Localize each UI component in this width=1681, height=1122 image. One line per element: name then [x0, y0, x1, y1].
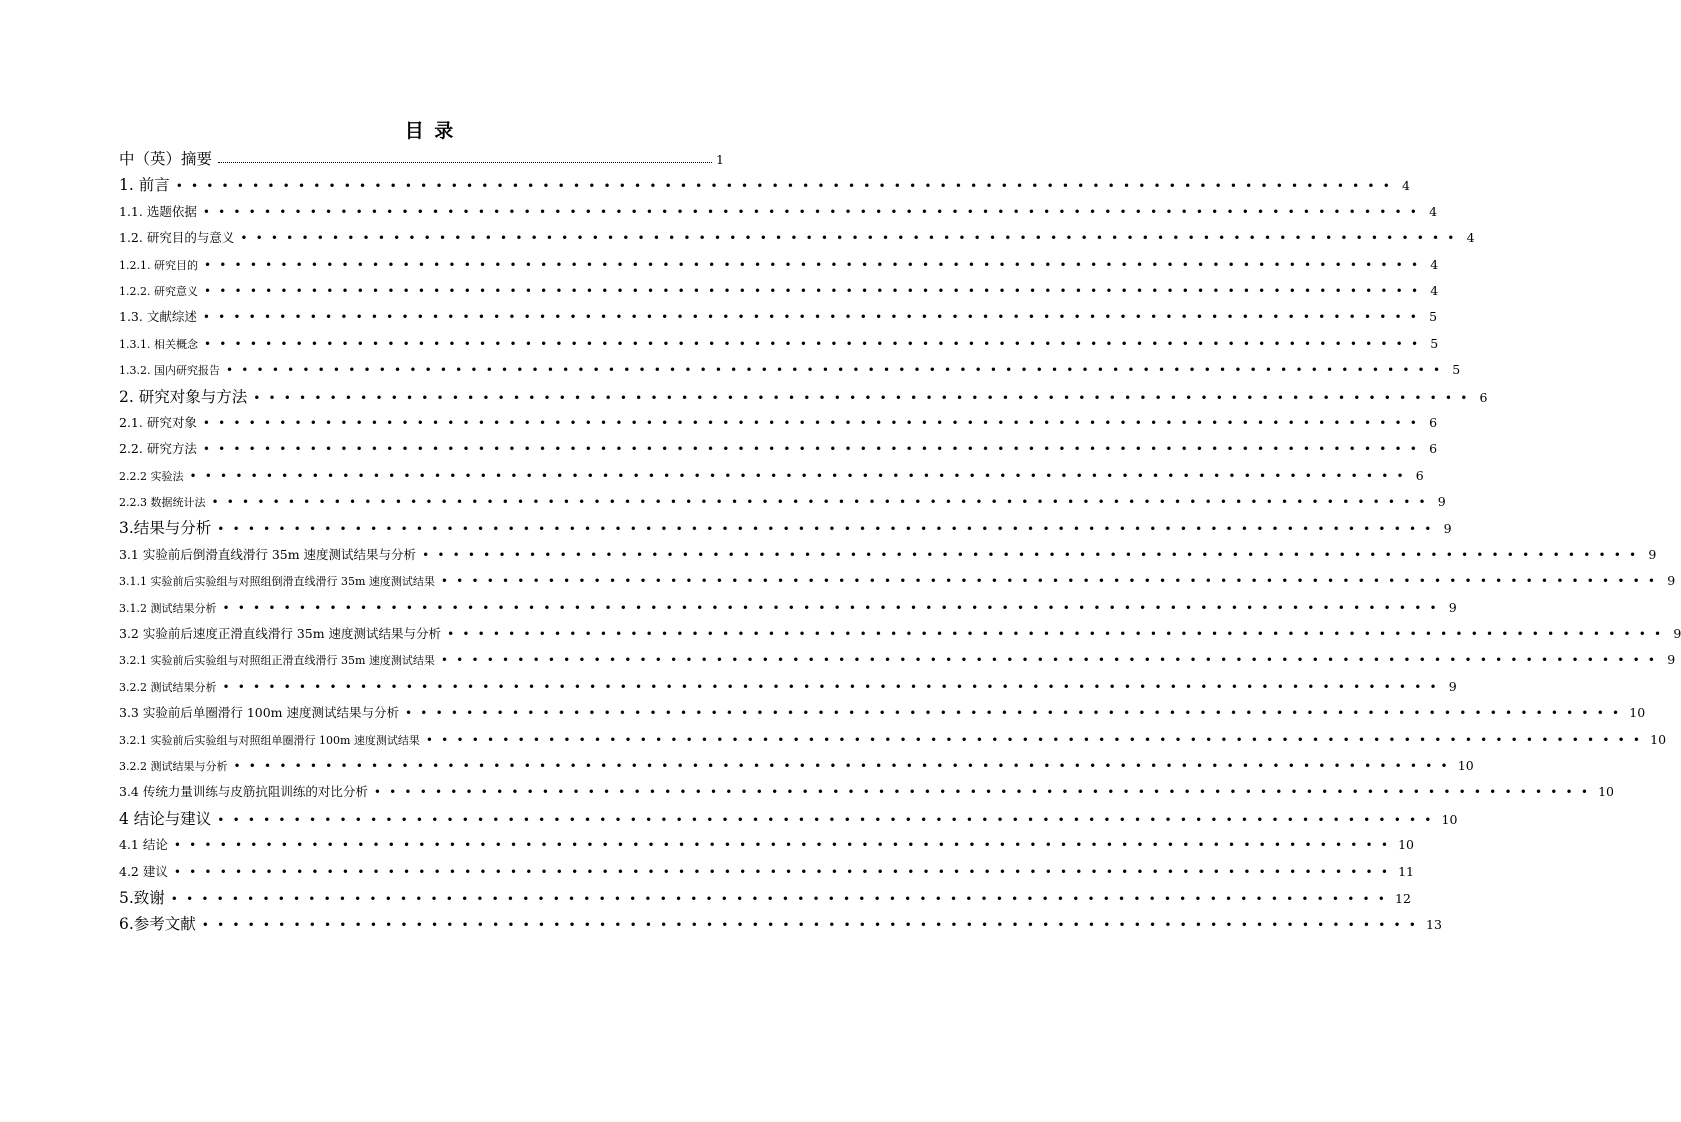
toc-leader: •••••••••••••••••••••••••••••••••••••••••••••••••••••••••••••••••••••••••••••••• [422, 547, 1645, 562]
toc-entry-page: 6 [1429, 441, 1438, 457]
toc-entry-page: 4 [1430, 256, 1439, 272]
toc-entry[interactable] [119, 568, 1676, 594]
toc-entry-page: 10 [1650, 731, 1667, 747]
toc-entry-page: 9 [1448, 678, 1457, 694]
toc-entry[interactable] [119, 515, 1452, 541]
toc-entry[interactable] [119, 595, 1457, 621]
toc-entry[interactable] [119, 278, 1439, 304]
toc-leader: •••••••••••••••••••••••••••••••••••••••••••••••••••••••••••••••••••••••••••••••• [373, 785, 1597, 800]
toc-leader: •••••••••••••••••••••••••••••••••••••••••••••••••••••••••••••••••••••••••••••••• [201, 918, 1425, 933]
toc-entry-label: 中（英）摘要 [119, 150, 213, 168]
toc-entry[interactable] [119, 727, 1667, 753]
toc-entry[interactable] [119, 542, 1657, 568]
toc-entry[interactable] [119, 357, 1461, 383]
toc-leader: •••••••••••••••••••••••••••••••••••••••••••••••••••••••••••••••••••••••••••••••• [202, 415, 1426, 430]
toc-entry[interactable] [119, 410, 1438, 436]
toc-leader: •••••••••••••••••••••••••••••••••••••••••••••••••••••••••••••••••••••••••••••••• [170, 891, 1394, 906]
toc-entry-page: 5 [1452, 362, 1461, 378]
toc-leader: •••••••••••••••••••••••••••••••••••••••••••••••••••••••••••••••••••••••••••••••• [222, 600, 1445, 615]
toc-entry[interactable] [119, 384, 1488, 410]
toc-entry-page: 9 [1673, 626, 1681, 642]
toc-leader: •••••••••••••••••••••••••••••••••••••••••••••••••••••••••••••••••••••••••••••••• [202, 310, 1426, 325]
toc-entry-label: 4 结论与建议 [119, 809, 212, 828]
toc-leader [218, 162, 712, 163]
toc-entry-label: 3.1 实验前后倒滑直线滑行 35m 速度测试结果与分析 [119, 546, 417, 562]
toc-entry-label: 1.3.2. 国内研究报告 [119, 364, 220, 378]
toc-entry[interactable] [119, 146, 724, 172]
toc-entry-label: 4.2 建议 [119, 863, 168, 879]
toc-leader: •••••••••••••••••••••••••••••••••••••••••••••••••••••••••••••••••••••••••••••••• [425, 732, 1649, 747]
toc-entry-label: 3.2.2 测试结果与分析 [119, 759, 228, 773]
toc-entry-page: 13 [1426, 917, 1442, 933]
toc-entry[interactable] [119, 463, 1424, 489]
toc-entry-page: 5 [1429, 309, 1438, 325]
toc-entry-page: 4 [1430, 282, 1439, 298]
toc-entry-page: 6 [1415, 467, 1424, 483]
toc-entry-page: 9 [1667, 573, 1676, 589]
toc-entry-label: 1.2.2. 研究意义 [119, 284, 198, 298]
toc-entry-page: 9 [1667, 652, 1676, 668]
toc-entry-label: 1.2. 研究目的与意义 [119, 230, 235, 246]
toc-entry-page: 10 [1598, 784, 1615, 800]
toc-entry[interactable] [119, 489, 1446, 515]
toc-leader: •••••••••••••••••••••••••••••••••••••••••••••••••••••••••••••••••••••••••••••••• [405, 706, 1628, 721]
toc-leader: •••••••••••••••••••••••••••••••••••••••••••••••••••••••••••••••••••••••••••••••• [253, 390, 1476, 405]
toc-entry-page: 4 [1429, 203, 1438, 219]
toc-leader: •••••••••••••••••••••••••••••••••••••••••••••••••••••••••••••••••••••••••••••••• [233, 758, 1456, 773]
toc-entry[interactable] [119, 832, 1415, 858]
toc-leader: •••••••••••••••••••••••••••••••••••••••••••••••••••••••••••••••••••••••••••••••• [202, 442, 1426, 457]
toc-entry-label: 3.结果与分析 [119, 519, 212, 538]
toc-entry-label: 1.1. 选题依据 [119, 203, 197, 219]
toc-entry-label: 1.2.1. 研究目的 [119, 258, 198, 272]
toc-entry[interactable] [119, 621, 1681, 647]
toc-entry-page: 10 [1398, 837, 1415, 853]
toc-entry[interactable] [119, 674, 1457, 700]
toc-entry-page: 12 [1395, 890, 1411, 906]
toc-entry[interactable] [119, 199, 1438, 225]
toc-leader: •••••••••••••••••••••••••••••••••••••••••••••••••••••••••••••••••••••••••••••••• [440, 574, 1664, 589]
toc-leader: •••••••••••••••••••••••••••••••••••••••••••••••••••••••••••••••••••••••••••••••• [440, 653, 1664, 668]
toc-entry-label: 1.3. 文献综述 [119, 309, 197, 325]
toc-leader: •••••••••••••••••••••••••••••••••••••••••••••••••••••••••••••••••••••••••••••••• [211, 495, 1434, 510]
toc-entry[interactable] [119, 304, 1438, 330]
toc-entry-label: 1.3.1. 相关概念 [119, 337, 198, 351]
toc-title: 目 录 [404, 120, 456, 142]
toc-leader: •••••••••••••••••••••••••••••••••••••••••••••••••••••••••••••••••••••••••••••••• [203, 257, 1427, 272]
toc-entry-page: 9 [1437, 494, 1446, 510]
toc-leader: •••••••••••••••••••••••••••••••••••••••••••••••••••••••••••••••••••••••••••••••• [173, 838, 1397, 853]
toc-entry-label: 3.2.1 实验前后实验组与对照组正滑直线滑行 35m 速度测试结果 [119, 654, 435, 668]
toc-entry[interactable] [119, 700, 1646, 726]
toc-entry[interactable] [119, 252, 1439, 278]
toc-entry[interactable] [119, 806, 1458, 832]
toc-entry-page: 10 [1441, 811, 1458, 827]
toc-entry-label: 6.参考文献 [119, 915, 196, 934]
toc-leader: •••••••••••••••••••••••••••••••••••••••••••••••••••••••••••••••••••••••••••••••• [217, 812, 1440, 827]
toc-entry-label: 2. 研究对象与方法 [119, 387, 248, 406]
toc-entry-label: 3.2 实验前后速度正滑直线滑行 35m 速度测试结果与分析 [119, 626, 442, 642]
toc-entry-page: 9 [1648, 546, 1657, 562]
toc-entry-label: 3.2.1 实验前后实验组与对照组单圈滑行 100m 速度测试结果 [119, 733, 420, 747]
toc-entry[interactable] [119, 885, 1411, 911]
toc-entry-page: 6 [1479, 389, 1488, 405]
toc-entry-label: 3.3 实验前后单圈滑行 100m 速度测试结果与分析 [119, 705, 400, 721]
toc-leader: •••••••••••••••••••••••••••••••••••••••••••••••••••••••••••••••••••••••••••••••• [189, 468, 1412, 483]
toc-entry-label: 5.致谢 [119, 888, 165, 907]
toc-entry-label: 2.2.2 实验法 [119, 469, 184, 483]
toc-entry[interactable] [119, 225, 1475, 251]
toc-entry[interactable] [119, 172, 1410, 198]
toc-entry[interactable] [119, 859, 1415, 885]
toc-entry[interactable] [119, 647, 1676, 673]
toc-leader: •••••••••••••••••••••••••••••••••••••••••••••••••••••••••••••••••••••••••••••••• [202, 204, 1426, 219]
toc-leader: •••••••••••••••••••••••••••••••••••••••••••••••••••••••••••••••••••••••••••••••• [175, 179, 1398, 194]
toc-entry-page: 5 [1430, 335, 1439, 351]
toc-leader: •••••••••••••••••••••••••••••••••••••••••••••••••••••••••••••••••••••••••••••••• [203, 283, 1427, 298]
toc-entry-page: 1 [716, 152, 724, 167]
toc-entry[interactable] [119, 753, 1474, 779]
toc-entry-label: 3.1.2 测试结果分析 [119, 601, 217, 615]
toc-entry-label: 3.2.2 测试结果分析 [119, 680, 217, 694]
toc-leader: •••••••••••••••••••••••••••••••••••••••••••••••••••••••••••••••••••••••••••••••• [203, 336, 1427, 351]
toc-leader: •••••••••••••••••••••••••••••••••••••••••••••••••••••••••••••••••••••••••••••••• [240, 231, 1463, 246]
toc-entry-page: 6 [1429, 414, 1438, 430]
toc-entry-page: 4 [1466, 230, 1475, 246]
toc-entry-label: 3.1.1 实验前后实验组与对照组倒滑直线滑行 35m 速度测试结果 [119, 575, 435, 589]
toc-leader: •••••••••••••••••••••••••••••••••••••••••••••••••••••••••••••••••••••••••••••••• [447, 627, 1670, 642]
toc-entry-label: 3.4 传统力量训练与皮筋抗阻训练的对比分析 [119, 784, 368, 800]
toc-entry-label: 2.1. 研究对象 [119, 414, 197, 430]
toc-entry-page: 9 [1443, 521, 1452, 537]
toc-entry-label: 4.1 结论 [119, 837, 168, 853]
toc-entry-page: 4 [1402, 178, 1410, 194]
toc-leader: •••••••••••••••••••••••••••••••••••••••••••••••••••••••••••••••••••••••••••••••• [222, 679, 1445, 694]
toc-entry-label: 2.2. 研究方法 [119, 441, 197, 457]
toc-list [119, 146, 1681, 938]
toc-entry-label: 1. 前言 [119, 176, 170, 195]
toc-entry-label: 2.2.3 数据统计法 [119, 496, 206, 510]
toc-entry[interactable] [119, 331, 1439, 357]
toc-entry[interactable] [119, 436, 1438, 462]
toc-leader: •••••••••••••••••••••••••••••••••••••••••••••••••••••••••••••••••••••••••••••••• [217, 522, 1440, 537]
toc-entry-page: 10 [1457, 757, 1474, 773]
toc-leader: •••••••••••••••••••••••••••••••••••••••••••••••••••••••••••••••••••••••••••••••• [225, 363, 1449, 378]
toc-leader: •••••••••••••••••••••••••••••••••••••••••••••••••••••••••••••••••••••••••••••••• [173, 864, 1397, 879]
toc-entry-page: 11 [1398, 863, 1415, 879]
toc-entry[interactable] [119, 911, 1442, 937]
toc-entry-page: 9 [1448, 599, 1457, 615]
toc-entry-page: 10 [1629, 705, 1646, 721]
toc-entry[interactable] [119, 779, 1615, 805]
